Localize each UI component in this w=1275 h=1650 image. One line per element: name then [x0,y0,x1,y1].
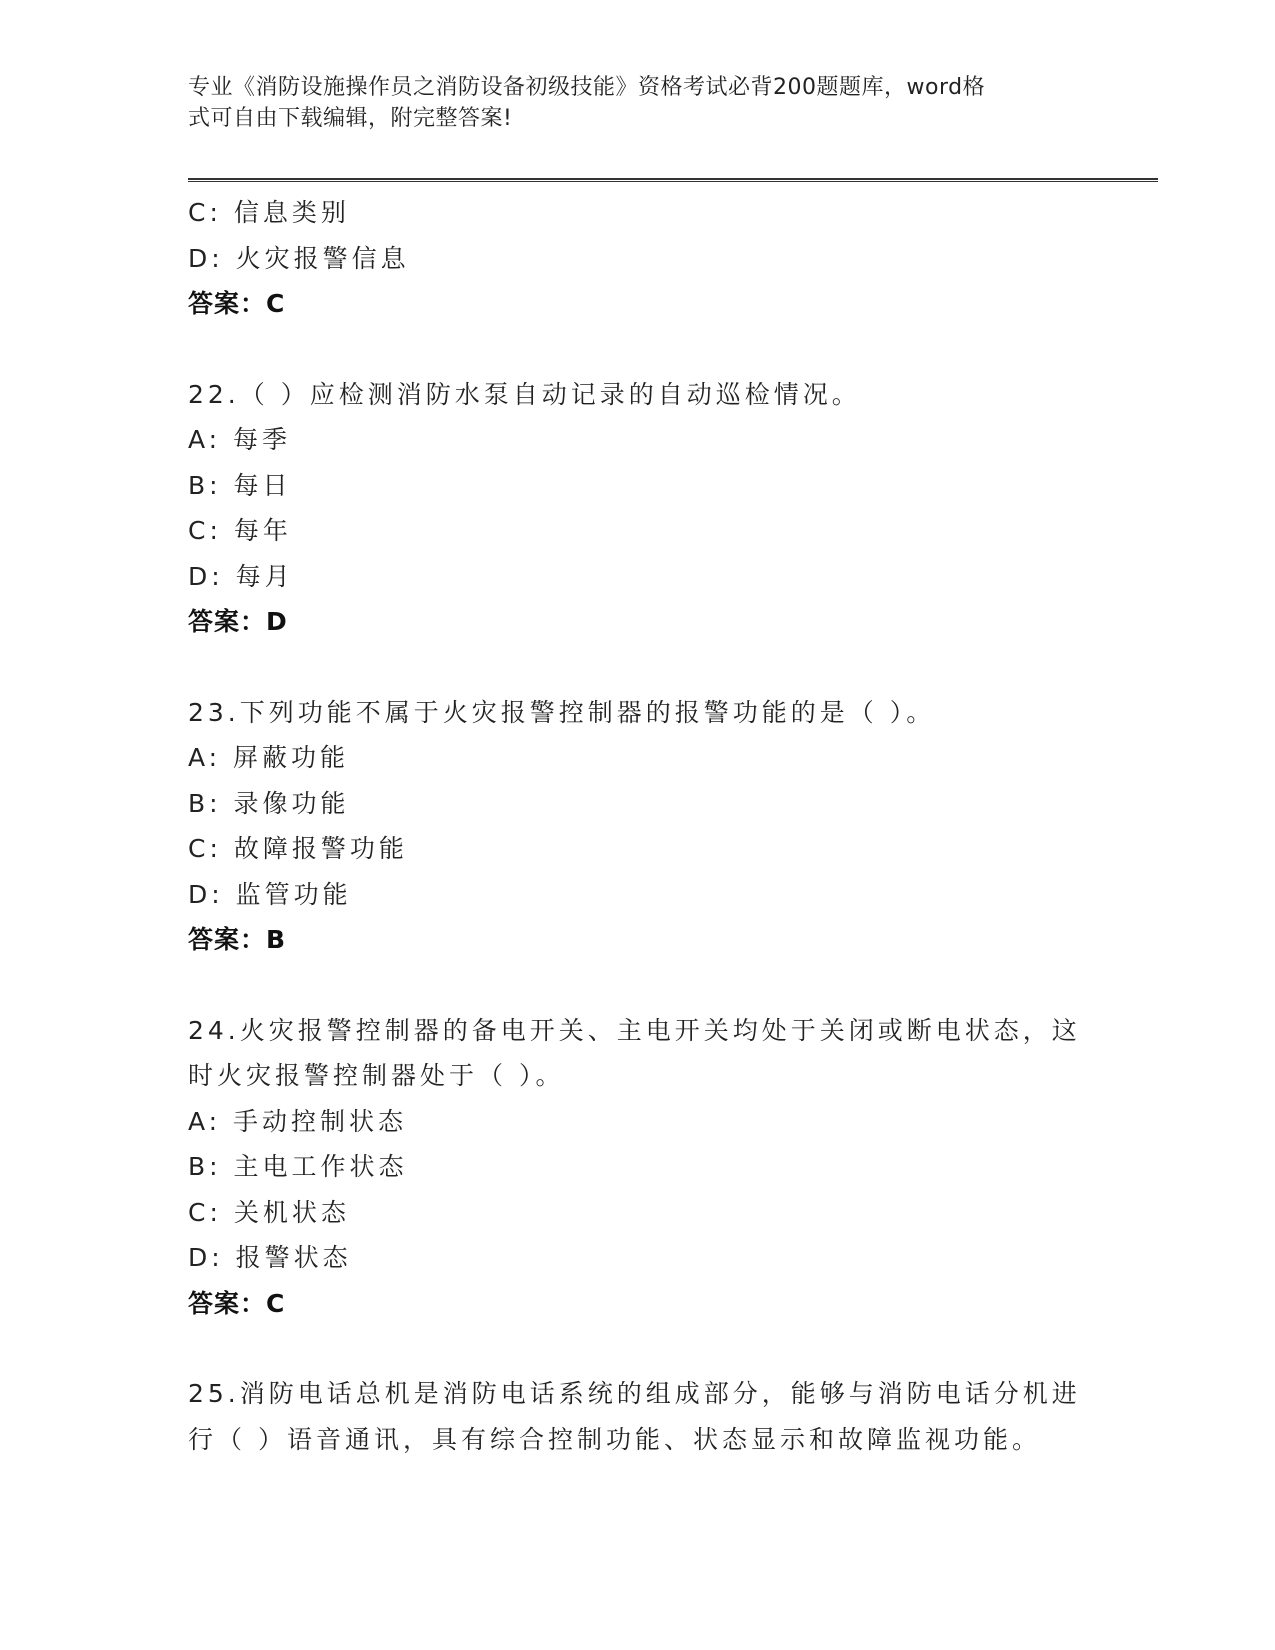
option-d: D: 报警状态 [188,1243,352,1272]
option-b: B: 录像功能 [188,788,350,818]
question-21-tail [188,190,1108,327]
question-25 [188,1371,1108,1462]
spacer [188,327,1108,372]
answer: 答案：C [188,289,286,318]
option-a: A: 每季 [188,425,292,454]
spacer [188,963,1108,1008]
option-d: D: 监管功能 [188,879,352,909]
option-d: D: 火灾报警信息 [188,243,410,273]
question-list [188,190,1108,1462]
header-divider [188,178,1158,182]
option-b: B: 主电工作状态 [188,1152,408,1181]
question-stem-line-2: 时火灾报警控制器处于（ ）。 [188,1061,565,1090]
answer: 答案：B [188,925,287,954]
header-line-1: 专业《消防设施操作员之消防设备初级技能》资格考试必背200题题库，word格 [188,75,986,100]
spacer [188,645,1108,690]
answer: 答案：D [188,607,288,636]
question-23 [188,690,1108,963]
question-stem-line-1: 25.消防电话总机是消防电话系统的组成部分，能够与消防电话分机进 [188,1379,1081,1408]
question-24 [188,1008,1108,1327]
option-c: C: 故障报警功能 [188,834,408,863]
option-a: A: 屏蔽功能 [188,743,350,772]
option-d: D: 每月 [188,561,294,591]
header-line-2: 式可自由下载编辑，附完整答案! [188,106,513,131]
answer: 答案：C [188,1288,286,1318]
question-stem-line-2: 行（ ）语音通讯，具有综合控制功能、状态显示和故障监视功能。 [188,1424,1041,1454]
question-22 [188,372,1108,645]
question-stem-line-1: 24.火灾报警控制器的备电开关、主电开关均处于关闭或断电状态，这 [188,1015,1081,1045]
option-c: C: 信息类别 [188,198,350,227]
document-header [188,72,1088,134]
question-stem: 23.下列功能不属于火灾报警控制器的报警功能的是（ ）。 [188,697,936,727]
question-stem: 22.（ ）应检测消防水泵自动记录的自动巡检情况。 [188,379,861,409]
option-c: C: 关机状态 [188,1197,350,1227]
option-a: A: 手动控制状态 [188,1106,408,1136]
spacer [188,1326,1108,1371]
option-c: C: 每年 [188,516,292,545]
option-b: B: 每日 [188,470,292,500]
